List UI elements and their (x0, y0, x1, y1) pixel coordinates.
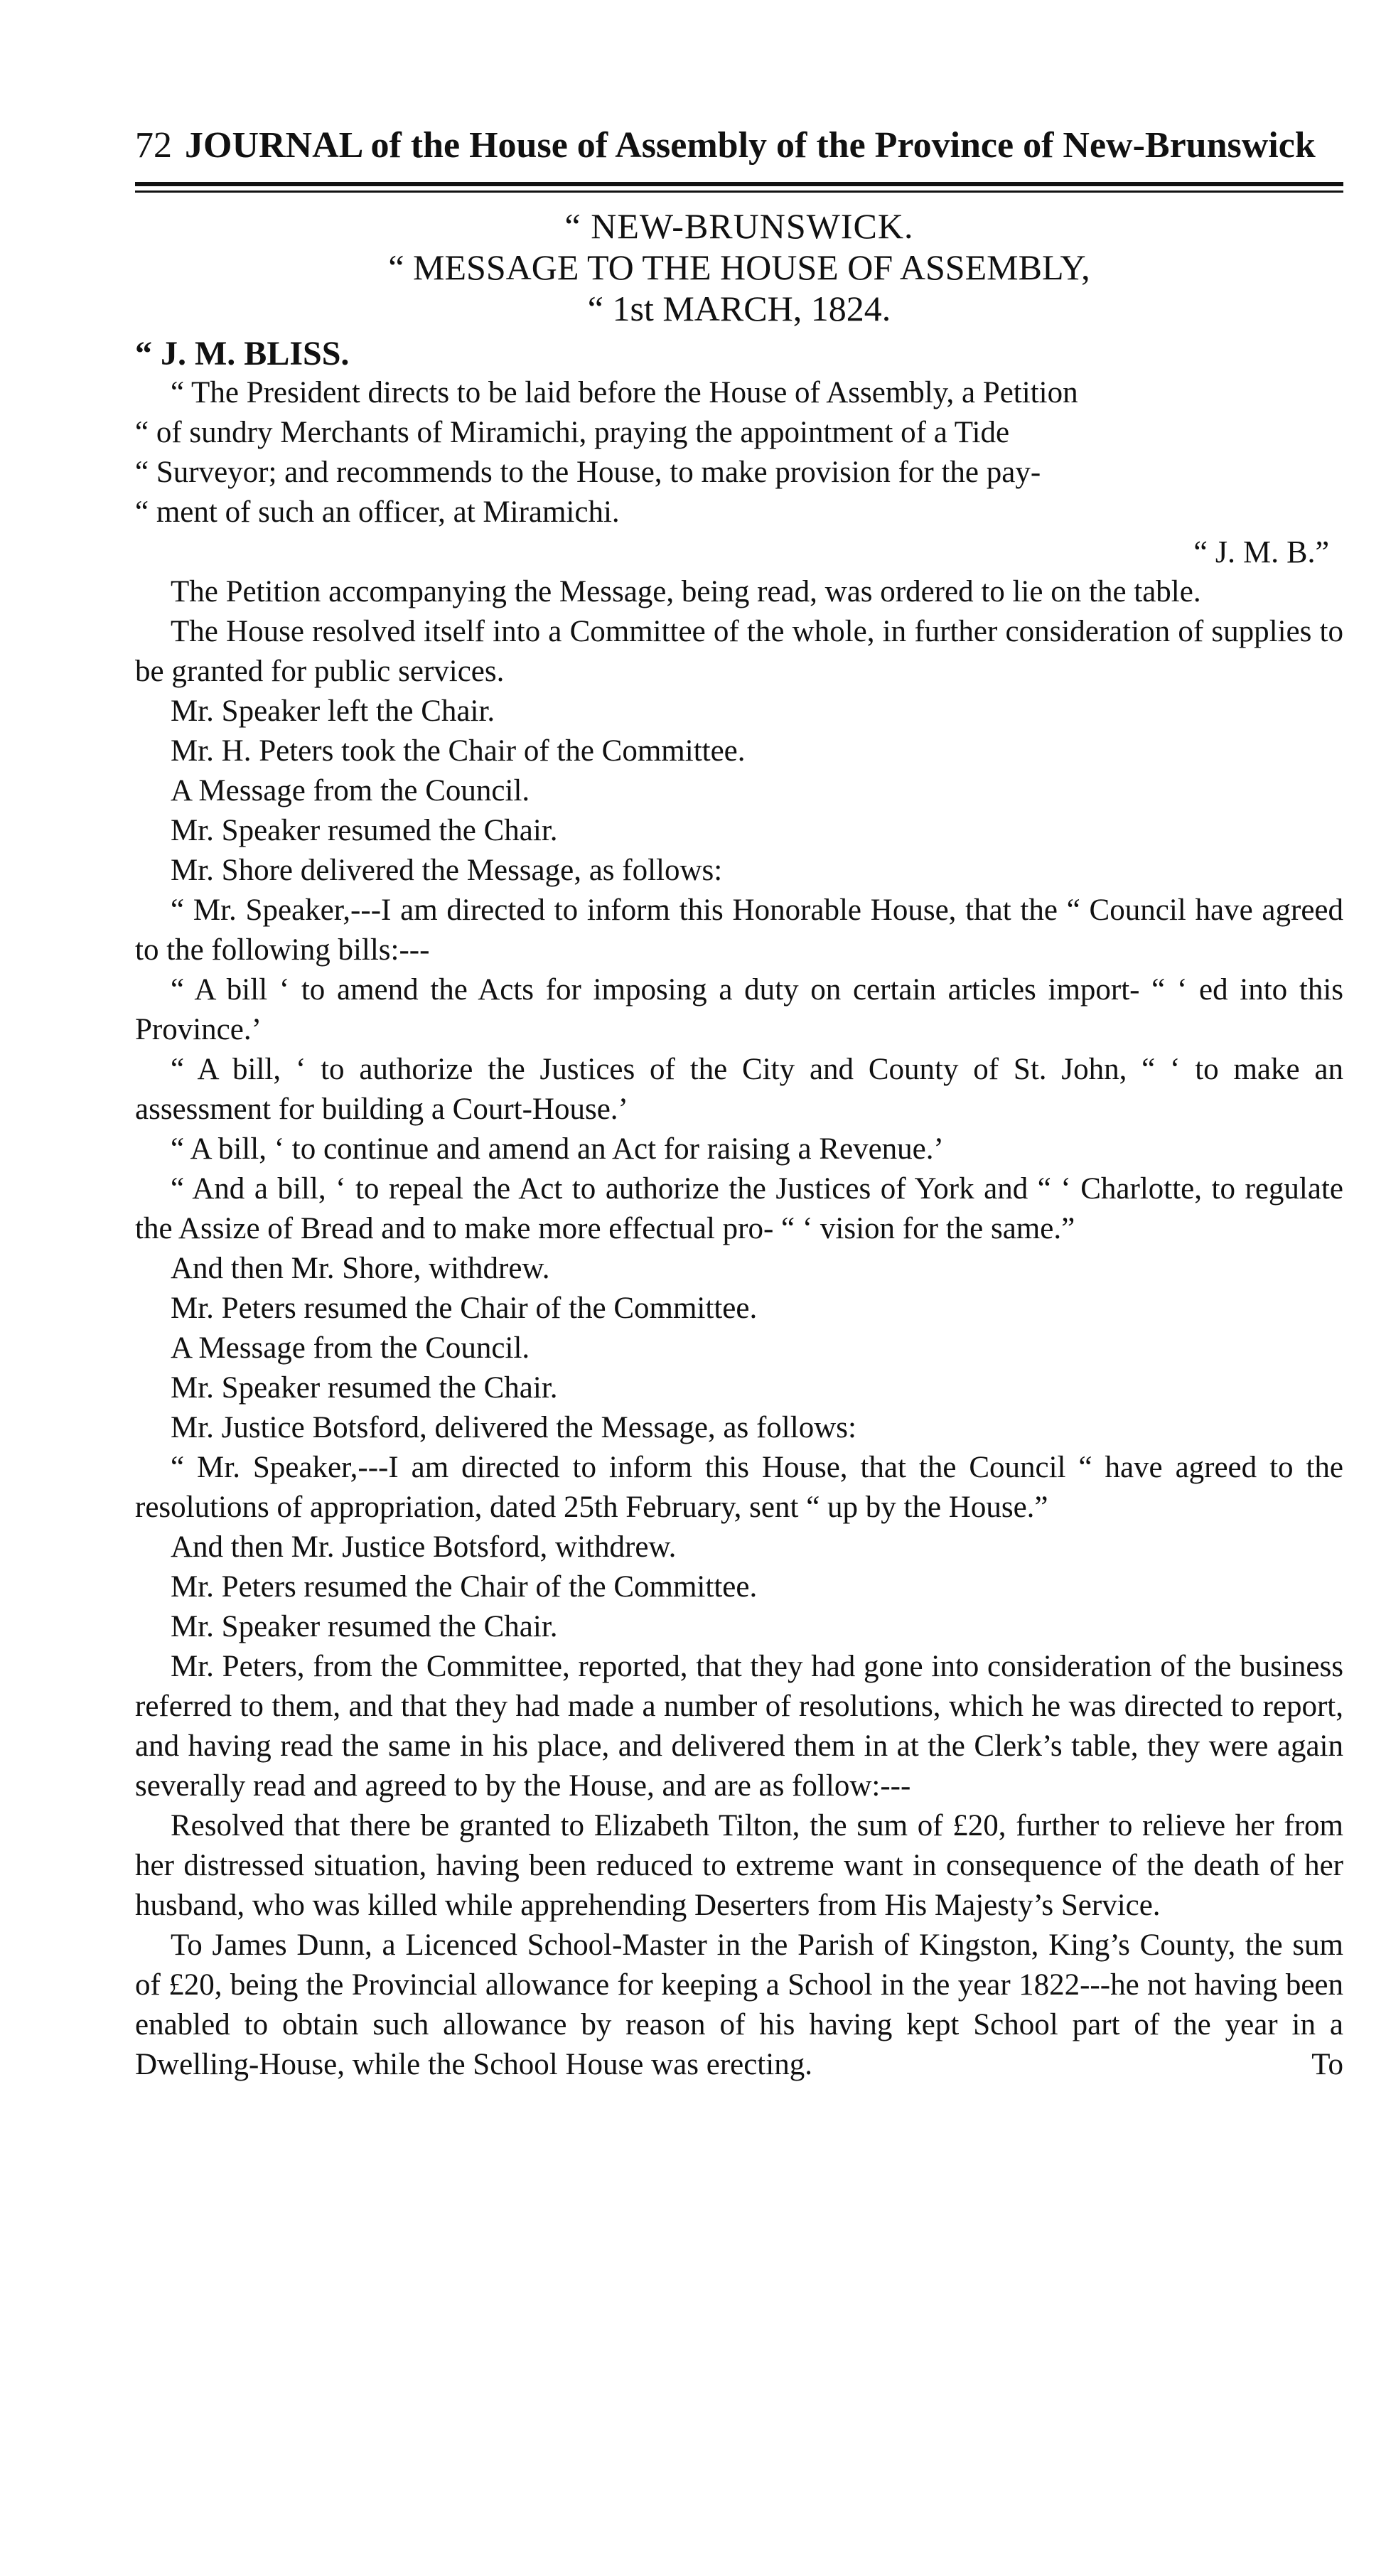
catchword: To (1311, 2048, 1343, 2081)
paragraph: Mr. H. Peters took the Chair of the Committee. (171, 734, 746, 768)
quoted-bill: “ And a bill, ‘ to repeal the Act to authorize the Justices of York and “ ‘ Charlotte, to regulate the Assize of Bread and to make more effectual pro- “ ‘ vision for the same.” (135, 1172, 1343, 1245)
paragraph: The House resolved itself into a Committee of the whole, in further consideration of supplies to be granted for public services. (135, 615, 1343, 688)
message-heading-place: “ NEW-BRUNSWICK. (564, 206, 914, 246)
message-body (135, 373, 1343, 532)
paragraph: Mr. Speaker left the Chair. (171, 694, 495, 728)
resolution: To James Dunn, a Licenced School-Master in the Parish of Kingston, King’s County, the sum of £20, being the Provincial allowance for keeping a School in the year 1822---he not having been enabled to obtain such allowance by reason of his having kept School part of the year in a Dwelling-House, while the School House was erecting. (135, 1928, 1343, 2081)
paragraph: Mr. Speaker resumed the Chair. (171, 1610, 558, 1643)
paragraph: Mr. Speaker resumed the Chair. (171, 1371, 558, 1405)
quoted-bill: “ A bill, ‘ to authorize the Justices of the City and County of St. John, “ ‘ to make an assessment for building a Court-House.’ (135, 1053, 1343, 1126)
journal-title: JOURNAL of the House of Assembly of the Province of New-Brunswick (185, 125, 1316, 166)
paragraph: Mr. Shore delivered the Message, as follows: (171, 854, 723, 887)
paragraph: Mr. Peters resumed the Chair of the Committee. (171, 1292, 758, 1325)
paragraph: Mr. Peters, from the Committee, reported, that they had gone into consideration of the business referred to them, and that they had made a number of resolutions, which he was directed to report, and having read the same in his place, and delivered them in at the Clerk’s table, they were again severally read and agreed to by the House, and are as follow:--- (135, 1650, 1343, 1803)
paragraph: A Message from the Council. (171, 774, 530, 807)
message-line: “ of sundry Merchants of Miramichi, praying the appointment of a Tide (135, 416, 1010, 449)
quoted-message: “ Mr. Speaker,---I am directed to inform this House, that the Council “ have agreed to the resolutions of appropriation, dated 25th February, sent “ up by the House.” (135, 1451, 1343, 1524)
resolution: Resolved that there be granted to Elizabeth Tilton, the sum of £20, further to relieve her from her distressed situation, having been reduced to extreme want in consequence of the death of her husband, who was killed while apprehending Deserters from His Majesty’s Service. (135, 1809, 1343, 1922)
quoted-bill: “ A bill, ‘ to continue and amend an Act for raising a Revenue.’ (171, 1132, 944, 1166)
paragraph: And then Mr. Shore, withdrew. (171, 1252, 550, 1285)
message-heading-date: “ 1st MARCH, 1824. (587, 289, 891, 328)
message-heading-title: “ MESSAGE TO THE HOUSE OF ASSEMBLY, (388, 247, 1090, 287)
journal-body (135, 572, 1343, 2085)
quoted-bill: “ A bill ‘ to amend the Acts for imposing a duty on certain articles import- “ ‘ ed into this Province.’ (135, 973, 1343, 1046)
header-rule-thin (135, 190, 1343, 193)
message-initials: “ J. M. B.” (1193, 535, 1329, 569)
message-line: “ Surveyor; and recommends to the House, to make provision for the pay- (135, 456, 1041, 489)
journal-page (135, 121, 1343, 2085)
message-line: “ ment of such an officer, at Miramichi. (135, 495, 620, 529)
message-heading (135, 205, 1343, 373)
message-signer: “ J. M. BLISS. (135, 335, 350, 372)
running-head (135, 121, 1343, 171)
header-rule-thick (135, 182, 1343, 186)
quoted-message: “ Mr. Speaker,---I am directed to inform this Honorable House, that the “ Council have agreed to the following bills:--- (135, 893, 1343, 967)
paragraph: The Petition accompanying the Message, being read, was ordered to lie on the table. (171, 575, 1201, 608)
paragraph: Mr. Speaker resumed the Chair. (171, 814, 558, 847)
paragraph: Mr. Peters resumed the Chair of the Committee. (171, 1570, 758, 1604)
paragraph: And then Mr. Justice Botsford, withdrew. (171, 1530, 677, 1564)
message-line: “ The President directs to be laid before the House of Assembly, a Petition (171, 376, 1078, 409)
paragraph: A Message from the Council. (171, 1331, 530, 1365)
page-number: 72 (135, 125, 172, 166)
paragraph: Mr. Justice Botsford, delivered the Message, as follows: (171, 1411, 856, 1444)
